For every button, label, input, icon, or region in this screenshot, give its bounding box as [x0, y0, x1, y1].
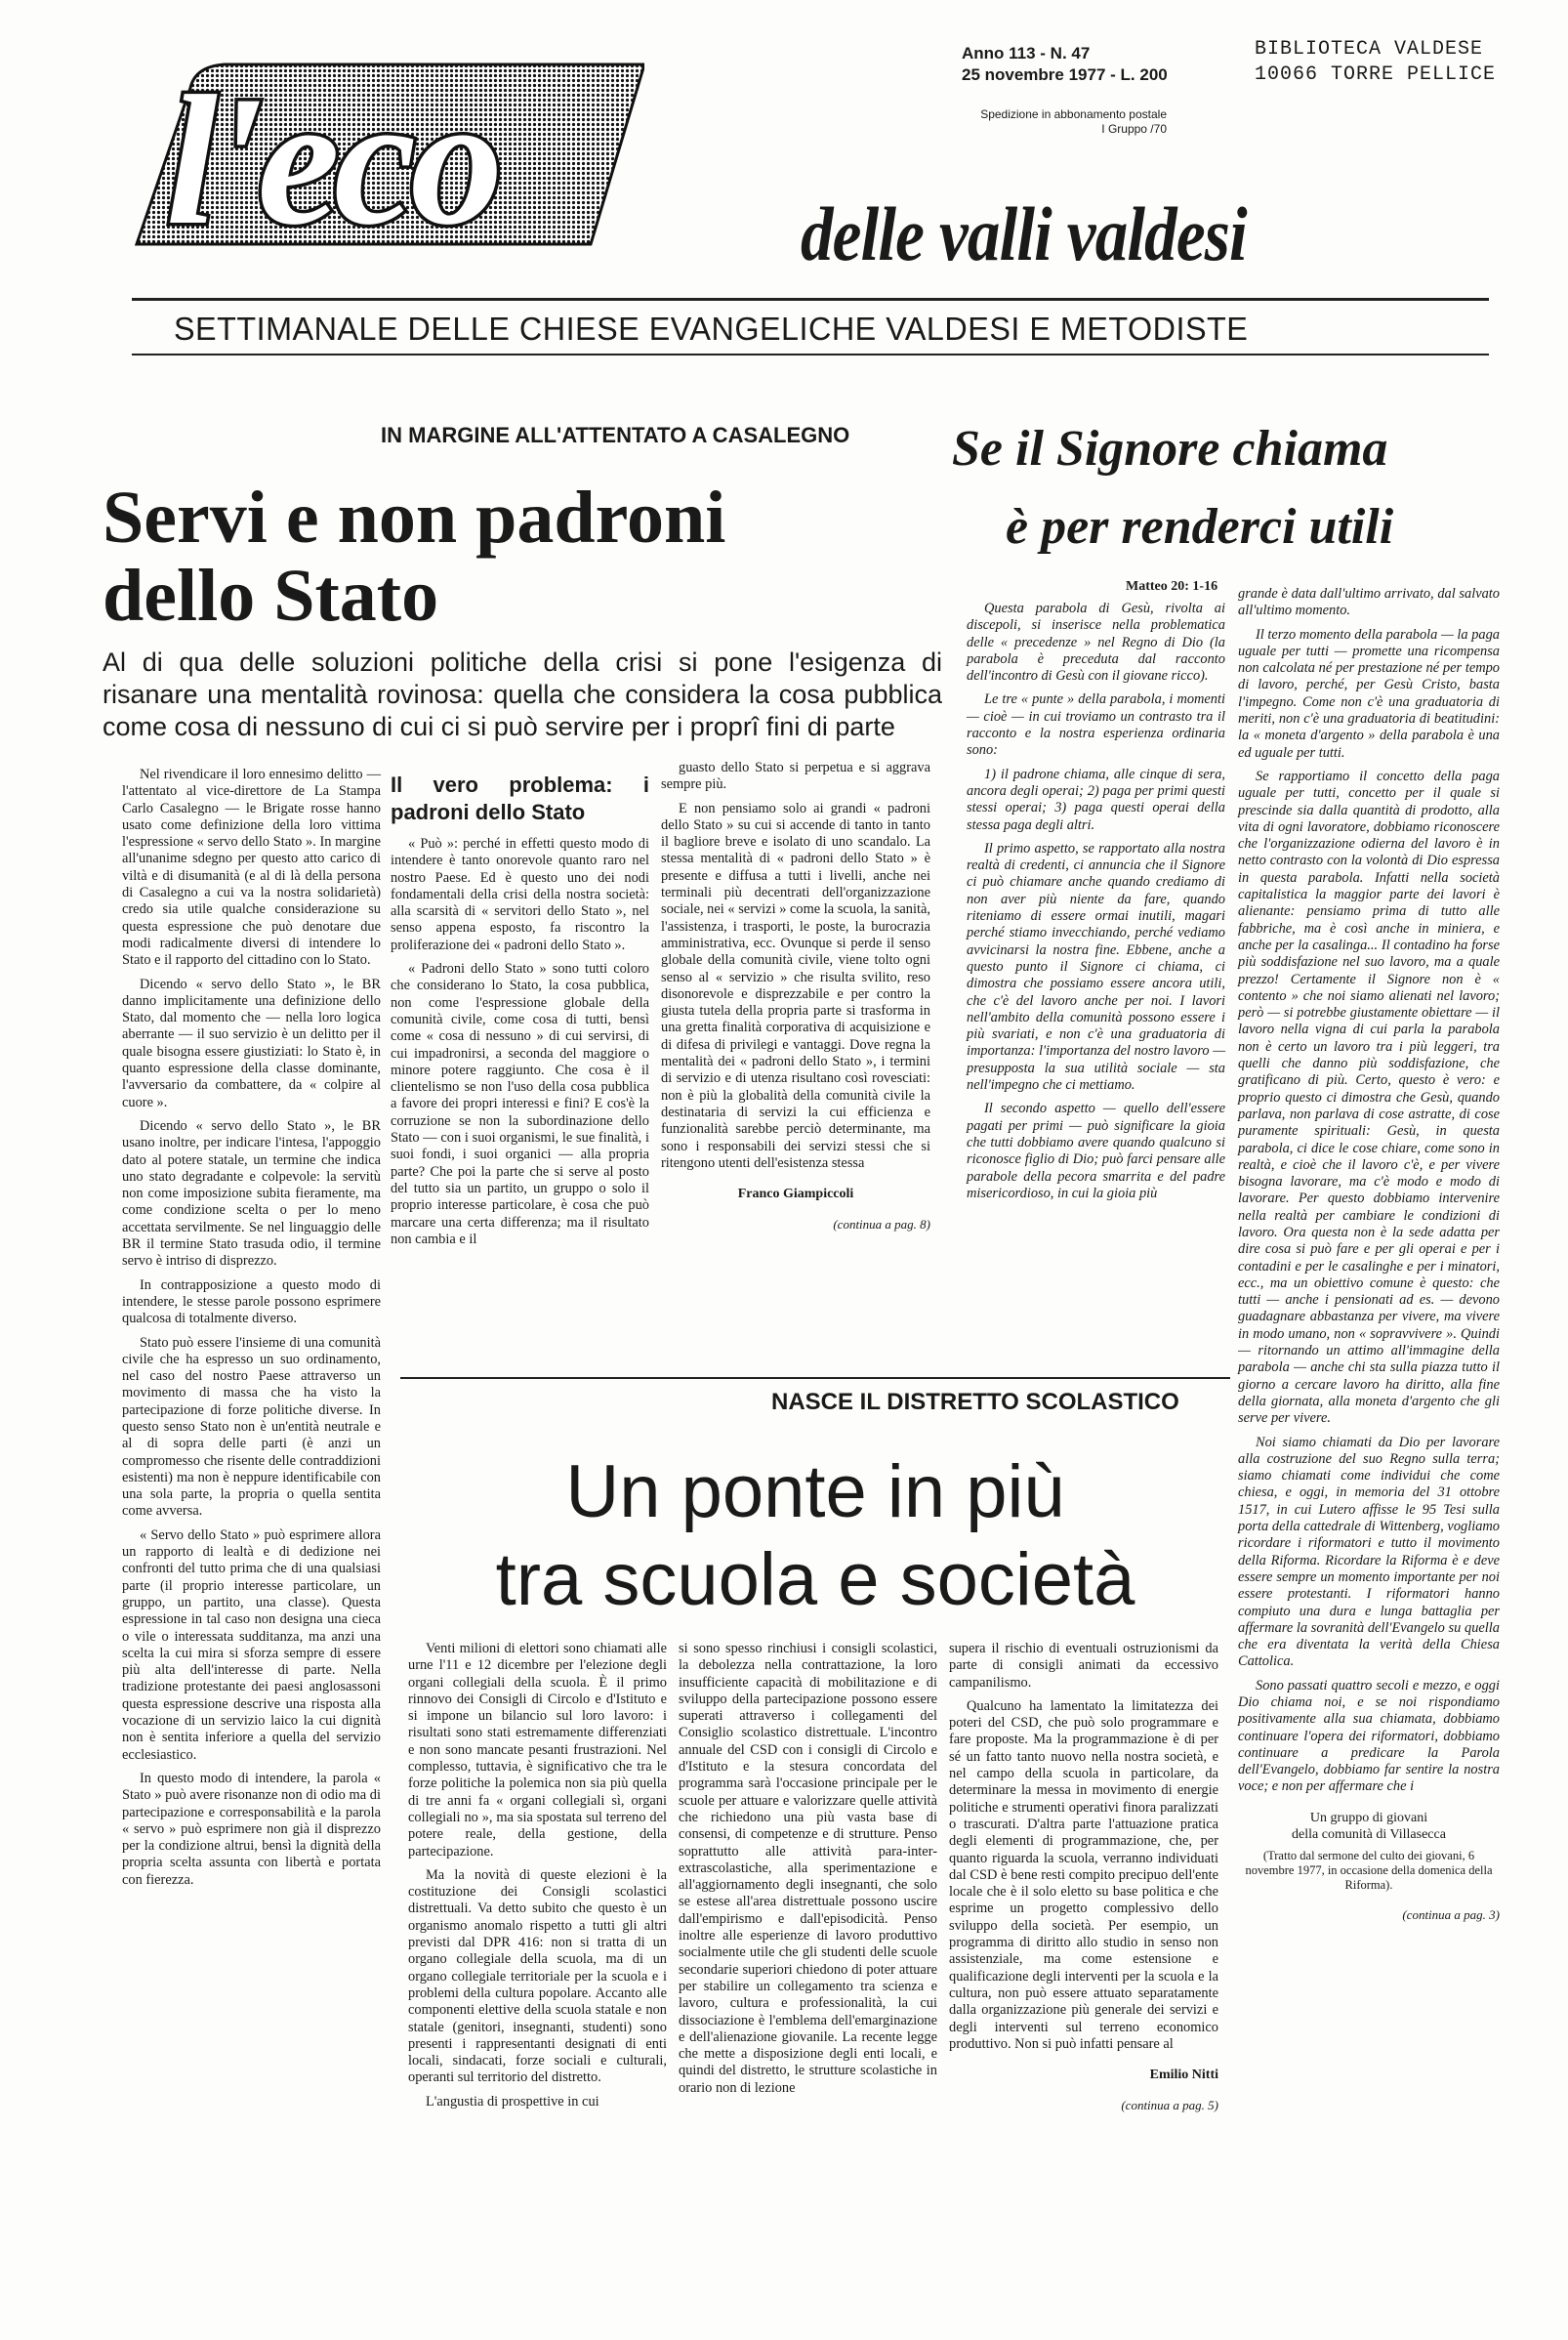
paragraph: guasto dello Stato si perpetua e si aggrava sempre più. — [661, 760, 930, 793]
paragraph: Il secondo aspetto — quello dell'essere pagati per primi — può significare la gioia che tutti dobbiamo avere quando qualcuno si riconosce figlio di Dio; può farci pensare alle parabole della pecora smarrita e del padre misericordioso, in cui la gioia più — [967, 1101, 1225, 1201]
paragraph: Noi siamo chiamati da Dio per lavorare alla costruzione del suo Regno sulla terra; siamo chiamati come individui che come chiesa, e oggi, in memoria del 31 ottobre 1517, in cui Lutero affisse le 95 Tesi sulla porta della cattedrale di Wittenberg, vogliamo ricordare i riformatori e tutto il movimento della Riforma. Ricordare la Riforma è e deve essere sempre un momento importante per noi essere protestanti. I riformatori hanno compiuto una dura e lunga battaglia per affermare la sovranità dell'Evangelo su quella che era diventata la verità della Chiesa Cattolica. — [1238, 1434, 1500, 1670]
paragraph: Sono passati quattro secoli e mezzo, e oggi Dio chiama noi, e se noi rispondiamo positivamente alla sua chiamata, dobbiamo continuare l'opera dei riformatori, dobbiamo continuare a predicare la Parola dell'Evangelo, dobbiamo far sentire la nostra voce; e non per affermare che i — [1238, 1677, 1500, 1795]
divider — [132, 298, 1489, 301]
paragraph: Il primo aspetto, se rapportato alla nostra realtà di credenti, ci annuncia che il Signore ci può chiamare anche quando crediamo di non aver più niente da fare, quando riteniamo di essere ormai inutili, magari perché stiamo invecchiando, perché vediamo avvicinarsi la nostra fine. Ebbene, anche a questo punto il Signore ci chiama, ci dimostra che possiamo essere ancora utili, che c'è del lavoro anche per noi. I lavori nell'ambito della comunità possono essere i più svariati, e non c'è una graduatoria di importanza: l'importanza del nostro lavoro — presupposta la sua utilità sociale — sta nell'impegno che ci mettiamo. — [967, 840, 1225, 1094]
masthead-tagline: SETTIMANALE DELLE CHIESE EVANGELICHE VALDESI E METODISTE — [174, 311, 1249, 347]
paragraph: E non pensiamo solo ai grandi « padroni dello Stato » su cui si accende di tanto in tanto il bagliore breve e isolato di uno scandalo. La stessa mentalità di « padroni dello Stato » è presente e diffusa a tutti i livelli, anche nei terminali più decentrati dell'organizzazione sociale, nei « servizi » come la scuola, la sanità, l'assistenza, i trasporti, le poste, la burocrazia amministrativa, ecc. Ovunque si perde il senso globale della comunità civile, viene tolto ogni senso al « servizio » che risulta svilito, reso disonorevole e disprezzabile e per contro la giusta tutela della propria parte si trasforma in una gretta finalità corporativa di acquisizione e di difesa di privilegi e vantaggi. Dove regna la mentalità dei « padroni dello Stato », i termini di servizio e di utenza risultano così rovesciati: non è più la globalità della comunità civile la destinataria di servizi la cui efficienza e funzionalità sarebbe perciò determinante, ma sono i responsabili dei servizi stessi che si ritengono utenti dell'esistenza stessa — [661, 800, 930, 1171]
paragraph: supera il rischio di eventuali ostruzionismi da parte di consigli animati da eccessivo campanilismo. — [949, 1641, 1218, 1691]
paragraph: Nel rivendicare il loro ennesimo delitto — l'attentato al vice-direttore de La Stampa Carlo Casalegno — le Brigate rosse hanno usato come definizione della loro vittima l'espressione « servo dello Stato ». In margine all'unanime sdegno per questo atto carico di viltà e di disumanità (e al di là della persona di Casalegno a cui va la nostra solidarietà) credo sia utile qualche considerazione su questa espressione che può denotare due modi radicalmente diversi di intendere lo Stato e il rapporto del cittadino con lo Stato. — [122, 767, 381, 969]
article3-headline — [395, 1448, 1235, 1624]
article1-column-3 — [661, 760, 930, 1233]
article3-continued: (continua a pag. 5) — [1121, 2098, 1218, 2113]
postal-line: Spedizione in abbonamento postale — [980, 107, 1167, 121]
masthead-logo — [98, 49, 644, 259]
paragraph: Venti milioni di elettori sono chiamati alle urne l'11 e 12 dicembre per l'elezione degli organi collegiali della scuola. È il primo rinnovo dei Consigli di Circolo e d'Istituto e si impone un bilancio sul loro lavoro: i risultati sono stati estremamente differenziati e non sono mancate pesanti frustrazioni. Nel complesso, tuttavia, è significativo che tra le forze politiche la polemica non sia più quella di tre anni fa « organi collegiali sì, organi collegiali no », ma sia spostata sul terreno del potere reale, della gestione, della partecipazione. — [408, 1641, 667, 1859]
article1-continued: (continua a pag. 8) — [833, 1217, 930, 1233]
stamp-line-2: 10066 TORRE PELLICE — [1255, 63, 1497, 86]
masthead-subtitle: delle valli valdesi — [801, 191, 1247, 276]
article3-column-2 — [679, 1641, 937, 2104]
paragraph: Dicendo « servo dello Stato », le BR danno implicitamente una definizione dello Stato, dal momento che — nella loro logica aberrante — il suo servizio è un delitto per il quale bisogna essere giustiziati: lo Stato è, in quanto espressione della classe dominante, l'avversario da combattere, da « colpire al cuore ». — [122, 976, 381, 1110]
postal-info — [884, 107, 1167, 137]
paragraph: Qualcuno ha lamentato la limitatezza dei poteri del CSD, che può solo programmare e fare proposte. Ma la programmazione è di per sé un fatto tanto nuovo nella nostra società, e nel campo della scuola in particolare, da determinare la messa in movimento di energie politiche e strumenti operativi finora paralizzati o trascurati. D'altra parte l'attuazione pratica degli elementi di programmazione, che, per quanto riguarda la scuola, verranno individuati dal CSD è bene resti compito precipuo dell'ente locale che è il solo eletto su base politica e che esprime un progetto complessivo dello sviluppo della società. Per esempio, un programma di diritto allo studio in senso non assistenziale, ma come estensione e qualificazione degli interventi per la scuola e la cultura, non può essere attuato separatamente dalla organizzazione più generale dei servizi e degli interventi sul terreno economico produttivo. Non si può infatti pensare al — [949, 1697, 1218, 2052]
article2-bible-reference: Matteo 20: 1-16 — [1126, 579, 1218, 594]
issue-date-price: 25 novembre 1977 - L. 200 — [962, 65, 1168, 84]
article2-column-2 — [1238, 586, 1500, 1924]
paragraph: In contrapposizione a questo modo di intendere, le stesse parole possono esprimere qualcosa di totalmente diverso. — [122, 1276, 381, 1327]
article3-headline-line1: Un ponte in più — [565, 1450, 1065, 1533]
article2-note: (Tratto dal sermone del culto dei giovani, 6 novembre 1977, in occasione della domenica della Riforma). — [1245, 1849, 1493, 1893]
article2-column-1 — [967, 601, 1225, 1209]
paragraph: 1) il padrone chiama, alle cinque di sera, ancora degli operai; 2) paga per primi questi stessi operai; 3) paga questi operai della stessa paga degli altri. — [967, 766, 1225, 833]
article1-column-2 — [391, 772, 649, 1255]
paragraph: In questo modo di intendere, la parola « Stato » può avere risonanze non di odio ma di partecipazione e corresponsabilità e la parola « servo » può esprimere non già il disprezzo per la condizione altrui, bensì la dignità della propria scelta assunta con libertà e portata con fierezza. — [122, 1770, 381, 1888]
masthead-logo-text: l'eco — [166, 59, 498, 259]
divider — [132, 354, 1489, 355]
article2-continued: (continua a pag. 3) — [1402, 1907, 1500, 1923]
paragraph: Stato può essere l'insieme di una comunità civile che ha espresso un suo ordinamento, nel caso del nostro Paese attraverso un movimento di massa che ha visto la partecipazione di forze politiche diverse. In questo senso Stato non è un'entità neutrale e al di sopra delle parti (è anzi un compromesso che risente delle contraddizioni esistenti) ma non è neppure identificabile con una sola parte, la propria o quella sentita come avversa. — [122, 1334, 381, 1520]
article1-headline — [103, 479, 942, 635]
paragraph: Il terzo momento della parabola — la paga uguale per tutti — promette una ricompensa non calcolata né per prestazione né per tempo di lavoro, perché, per Gesù Cristo, basta l'impegno. Come non c'è una graduatoria di meriti, non c'è una graduatoria di beatitudini: la « moneta d'argento » della parabola è una ed uguale per tutti. — [1238, 626, 1500, 761]
paragraph: « Può »: perché in effetti questo modo di intendere è tanto onorevole quanto raro nel nostro Paese. Ed è questo uno dei nodi fondamentali della crisi della nostra società: alla scarsità di « servitori dello Stato », nel senso appena esposto, fa riscontro la proliferazione dei « padroni dello Stato ». — [391, 836, 649, 953]
stamp-line-1: BIBLIOTECA VALDESE — [1255, 38, 1484, 61]
article2-signature-line1: Un gruppo di giovani — [1309, 1810, 1428, 1825]
article3-signature: Emilio Nitti — [1149, 2068, 1218, 2083]
article1-headline-line1: Servi e non padroni — [103, 477, 726, 559]
paragraph: Dicendo « servo dello Stato », le BR usano inoltre, per indicare l'intesa, l'appoggio dato al potere statale, un termine che indica uno stato degradante e colpevole: la servitù non come imposizione subita fieramente, ma come condizione scelta o per lo meno accettata servilmente. Se nel linguaggio delle BR il termine Stato trasuda odio, il termine servo è intriso di disprezzo. — [122, 1117, 381, 1270]
article1-subhead: Il vero problema: i padroni dello Stato — [391, 773, 649, 824]
issue-info — [962, 43, 1168, 86]
article1-deck: Al di qua delle soluzioni politiche della crisi si pone l'esigenza di risanare una mentalità rovinosa: quella che considera la cosa pubblica come cosa di nessuno di cui ci si può servire per i proprî fini di parte — [103, 648, 942, 741]
article3-column-3 — [949, 1641, 1218, 2114]
article1-headline-line2: dello Stato — [103, 555, 439, 637]
library-stamp — [1255, 37, 1496, 88]
article3-kicker: NASCE IL DISTRETTO SCOLASTICO — [771, 1389, 1179, 1415]
article2-signature — [1238, 1810, 1500, 1844]
paragraph: grande è data dall'ultimo arrivato, dal salvato all'ultimo momento. — [1238, 586, 1500, 619]
article2-headline-line1: Se il Signore chiama — [952, 421, 1388, 477]
postal-group: I Gruppo /70 — [1101, 122, 1167, 136]
paragraph: L'angustia di prospettive in cui — [426, 2093, 599, 2110]
issue-number: Anno 113 - N. 47 — [962, 44, 1091, 63]
article1-column-1 — [122, 767, 381, 1896]
paragraph: Se rapportiamo il concetto della paga uguale per tutti, concetto per il quale si prescinde sia dalla quantità di prodotto, alla vita di ogni lavoratore, dobbiamo riconoscere che l'organizzazione odierna del lavoro è in netto contrasto con la volontà di Dio espressa in questa parabola. Infatti nella società capitalistica la maggior parte dei lavori è alienante: pensiamo prima di tutto alle fabbriche, ma è così anche in miniera, e anche per la casalinga... Il contadino ha forse più soddisfazione nel suo lavoro, ma a quale prezzo! Certamente il Signore non è « contento » che noi siamo alienati nel lavoro; però — si potrebbe giustamente obiettare — il lavoro nella vigna di cui parla la parabola non è certo un lavoro tra i più leggeri, tra quelli che danno più soddisfazione, che gratificano di più. Certo, questo è vero: e proprio questo ci dimostra che Gesù, quando parlava, non parlava di cose astratte, di cose puramente spirituali: Gesù, in questa parabola, ci dice le cose chiare, come sono in realtà, e cioè che il lavoro c'è, e per vivere bisogna lavorare, ma c'è modo e modo di lavorare. Per questo dobbiamo intervenire nella realtà per cambiare le condizioni di lavoro. Ora questa non è la sede adatta per dire cosa si può fare e per gli operai e per i contadini e per le casalinghe e per i minatori, ecc., ma un obiettivo comune è questo: che tutti — anche i pensionati ad es. — devono guadagnare abbastanza per vivere, ma vivere in modo umano, non « sopravvivere ». Quindi — ritornando un attimo all'immagine della parabola — anche chi sta sulla piazza tutto il giorno a cercare lavoro ha diritto, alla fine della giornata, alla moneta d'argento che gli serve per vivere. — [1238, 768, 1500, 1427]
article1-signature: Franco Giampiccoli — [737, 1187, 854, 1202]
article1-kicker: IN MARGINE ALL'ATTENTATO A CASALEGNO — [381, 423, 850, 447]
divider — [400, 1377, 1230, 1379]
article2-headline-line2: è per renderci utili — [1006, 499, 1394, 555]
paragraph: Ma la novità di queste elezioni è la costituzione dei Consigli scolastici distrettuali. Va detto subito che questo è un organismo anomalo rispetto a tutti gli altri previsti dal DPR 416: non si tratta di un organo collegiale della scuola, ma di un organo collegiale territoriale per la scuola e i problemi della cultura popolare. Accanto alle componenti elettive della scuola statale e non statale (genitori, insegnanti, studenti) sono presenti i rappresentanti designati di enti locali, sindacati, forze sociali e culturali, operanti sul territorio del distretto. — [408, 1866, 667, 2086]
paragraph: « Padroni dello Stato » sono tutti coloro che considerano lo Stato, la cosa pubblica, non come l'espressione globale della comunità civile, come cosa di tutti, bensì come « cosa di nessuno » di cui servirsi, di cui impadronirsi, a seconda del maggiore o minore potere raggiunto. Che cosa è il clientelismo se non l'uso della cosa pubblica a favore dei propri interessi e fini? E cos'è la corruzione se non la subordinazione dello Stato — con i suoi organismi, le sue finalità, i suoi fondi, i suoi organici — alla propria parte? Che poi la parte che si serve al posto del tutto sia un partito, un gruppo o solo il proprio interesse particolare, è cosa che può marcare una certa differenza; ma il risultato non cambia e il — [391, 961, 649, 1247]
article3-headline-line2: tra scuola e società — [495, 1538, 1135, 1621]
article2-signature-line2: della comunità di Villasecca — [1292, 1827, 1446, 1843]
paragraph: « Servo dello Stato » può esprimere allora un rapporto di lealtà e di dedizione nei confronti del tutto prima che di una qualsiasi parte (il proprio interesse particolare, un gruppo, un partito, una classe). Questa espressione in tal caso non designa una cieca o vile o interessata sudditanza, ma anzi una scelta la cui mira si sforza sempre di essere più alta dell'interesse di parte. Nella tradizione protestante dei paesi anglosassoni questa espressione descrive una risposta alla vocazione di un servizio laico la cui dignità non è sentita inferiore a quella del servizio ecclesiastico. — [122, 1526, 381, 1763]
article3-column-1 — [408, 1641, 667, 2117]
paragraph: Questa parabola di Gesù, rivolta ai discepoli, si inserisce nella problematica delle « precedenze » nel Regno di Dio (la parabola è preceduta dal racconto dell'incontro di Gesù con il giovane ricco). — [967, 601, 1225, 685]
paragraph: Le tre « punte » della parabola, i momenti — cioè — in cui troviamo un contrasto tra il racconto e la nostra esperienza ordinaria sono: — [967, 691, 1225, 759]
paragraph: si sono spesso rinchiusi i consigli scolastici, la debolezza nella contrattazione, la loro insufficiente capacità di mobilitazione e di sviluppo della partecipazione possono essere superati attraverso i collegamenti del Consiglio scolastico distrettuale. L'incontro annuale del CSD con i consigli di Circolo e d'Istituto e la stesura concordata del programma sarà l'occasione principale per le scuole per attuare e valorizzare quelle attività che richiedono una più vasta base di consensi, di competenze e di strutture. Penso soprattutto alle attività para-inter-extrascolastiche, alla sperimentazione e all'aggiornamento degli insegnanti, che solo se estese all'area distrettuale possono uscire dall'empirismo e dall'episodicità. Penso inoltre alle esperienze di lavoro produttivo socialmente utile che gli studenti delle scuole secondarie superiori chiedono di poter attuare per stabilire un collegamento tra scienza e lavoro, cultura e professionalità, la cui dissociazione è l'emblema dell'emarginazione e dell'alienazione giovanile. La recente legge che mette a disposizione degli enti locali, e quindi del distretto, le strutture scolastiche in orario non di lezione — [679, 1641, 937, 2096]
